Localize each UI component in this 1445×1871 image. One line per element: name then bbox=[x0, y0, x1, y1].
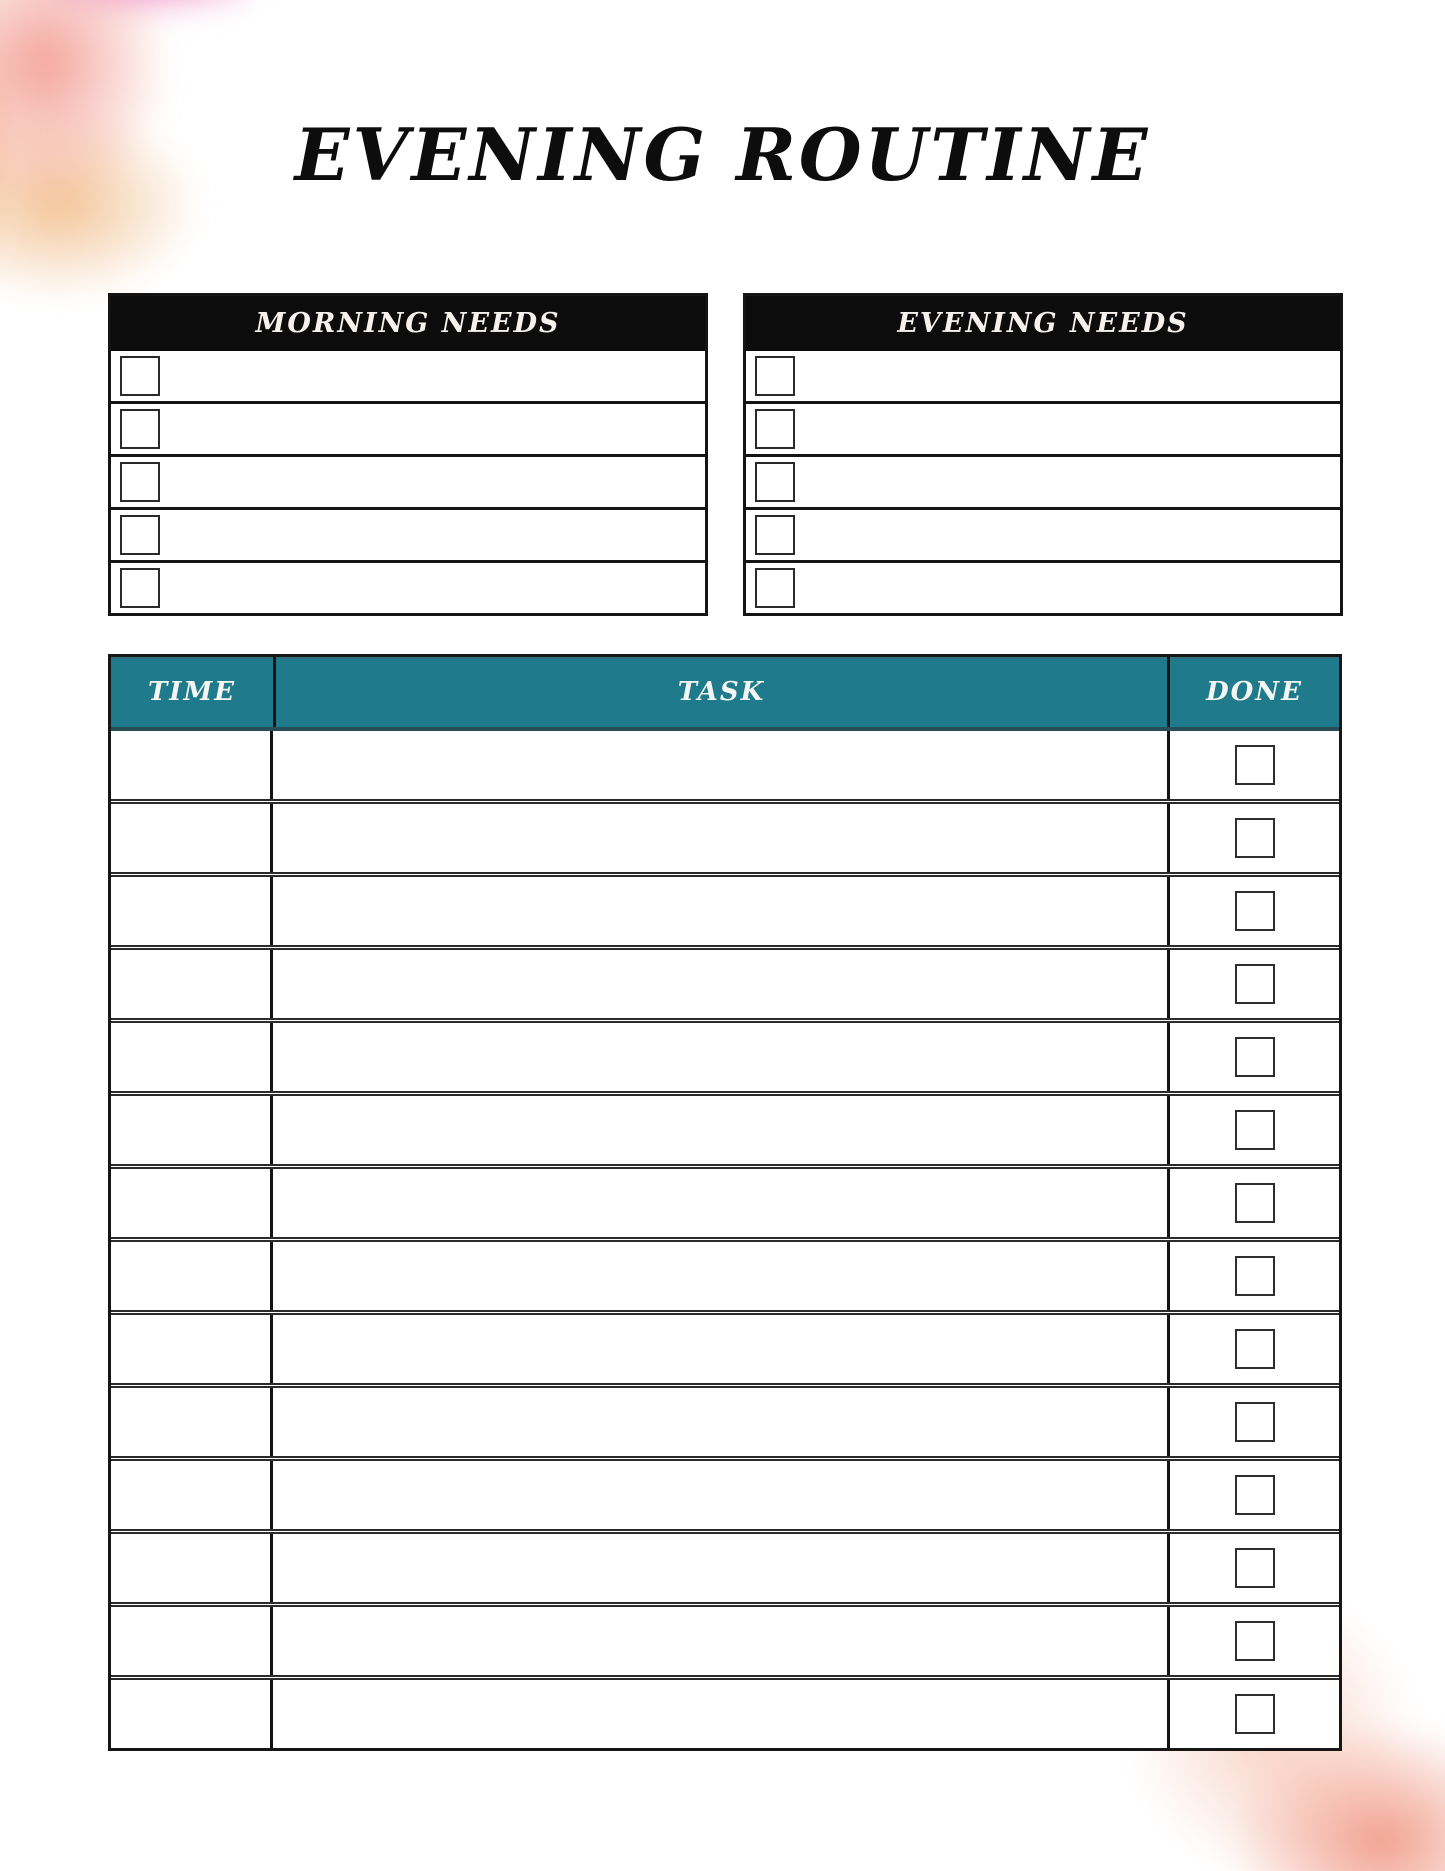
checkbox[interactable] bbox=[120, 409, 160, 449]
done-cell bbox=[1170, 804, 1339, 872]
checkbox[interactable] bbox=[1235, 964, 1275, 1004]
time-input-cell[interactable] bbox=[111, 1534, 273, 1602]
checkbox[interactable] bbox=[1235, 1548, 1275, 1588]
task-input-cell[interactable] bbox=[273, 731, 1170, 799]
needs-input-line[interactable] bbox=[111, 351, 705, 401]
done-cell bbox=[1170, 1315, 1339, 1383]
page-title: EVENING ROUTINE bbox=[294, 112, 1151, 197]
table-row bbox=[111, 799, 1339, 872]
needs-input-line[interactable] bbox=[746, 507, 1340, 560]
routine-table-body bbox=[111, 731, 1339, 1748]
column-header-task: TASK bbox=[276, 657, 1170, 727]
done-cell bbox=[1170, 1388, 1339, 1456]
checkbox[interactable] bbox=[1235, 745, 1275, 785]
checkbox[interactable] bbox=[1235, 818, 1275, 858]
checkbox[interactable] bbox=[1235, 1621, 1275, 1661]
task-input-cell[interactable] bbox=[273, 1680, 1170, 1748]
time-input-cell[interactable] bbox=[111, 1023, 273, 1091]
task-input-cell[interactable] bbox=[273, 1315, 1170, 1383]
done-cell bbox=[1170, 1169, 1339, 1237]
done-cell bbox=[1170, 1534, 1339, 1602]
routine-table-header bbox=[111, 657, 1339, 731]
table-row bbox=[111, 1018, 1339, 1091]
needs-input-line[interactable] bbox=[746, 560, 1340, 613]
table-row bbox=[111, 1164, 1339, 1237]
time-input-cell[interactable] bbox=[111, 1680, 273, 1748]
needs-input-line[interactable] bbox=[111, 454, 705, 507]
task-input-cell[interactable] bbox=[273, 877, 1170, 945]
time-input-cell[interactable] bbox=[111, 731, 273, 799]
evening-needs-rows bbox=[746, 351, 1340, 613]
checkbox[interactable] bbox=[1235, 1694, 1275, 1734]
task-input-cell[interactable] bbox=[273, 1461, 1170, 1529]
time-input-cell[interactable] bbox=[111, 1388, 273, 1456]
table-row bbox=[111, 1091, 1339, 1164]
done-cell bbox=[1170, 1242, 1339, 1310]
task-input-cell[interactable] bbox=[273, 1169, 1170, 1237]
done-cell bbox=[1170, 1607, 1339, 1675]
checkbox[interactable] bbox=[1235, 1256, 1275, 1296]
checkbox[interactable] bbox=[1235, 1475, 1275, 1515]
table-row bbox=[111, 1529, 1339, 1602]
task-input-cell[interactable] bbox=[273, 1607, 1170, 1675]
task-input-cell[interactable] bbox=[273, 1023, 1170, 1091]
checkbox[interactable] bbox=[755, 409, 795, 449]
table-row bbox=[111, 1237, 1339, 1310]
checkbox[interactable] bbox=[1235, 1329, 1275, 1369]
time-input-cell[interactable] bbox=[111, 950, 273, 1018]
task-input-cell[interactable] bbox=[273, 950, 1170, 1018]
needs-section bbox=[108, 293, 1343, 616]
checkbox[interactable] bbox=[755, 356, 795, 396]
time-input-cell[interactable] bbox=[111, 804, 273, 872]
time-input-cell[interactable] bbox=[111, 1096, 273, 1164]
checkbox[interactable] bbox=[120, 568, 160, 608]
task-input-cell[interactable] bbox=[273, 804, 1170, 872]
morning-needs-header: MORNING NEEDS bbox=[111, 296, 705, 351]
time-input-cell[interactable] bbox=[111, 1607, 273, 1675]
done-cell bbox=[1170, 1680, 1339, 1748]
done-cell bbox=[1170, 1023, 1339, 1091]
checkbox[interactable] bbox=[120, 462, 160, 502]
time-input-cell[interactable] bbox=[111, 1169, 273, 1237]
needs-input-line[interactable] bbox=[111, 401, 705, 454]
checkbox[interactable] bbox=[755, 515, 795, 555]
needs-input-line[interactable] bbox=[746, 454, 1340, 507]
checkbox[interactable] bbox=[1235, 891, 1275, 931]
needs-input-line[interactable] bbox=[111, 560, 705, 613]
table-row bbox=[111, 1456, 1339, 1529]
needs-input-line[interactable] bbox=[746, 351, 1340, 401]
evening-needs-header: EVENING NEEDS bbox=[746, 296, 1340, 351]
checkbox[interactable] bbox=[755, 462, 795, 502]
checkbox[interactable] bbox=[1235, 1037, 1275, 1077]
task-input-cell[interactable] bbox=[273, 1242, 1170, 1310]
morning-needs-box bbox=[108, 293, 708, 616]
checkbox[interactable] bbox=[120, 515, 160, 555]
evening-needs-box bbox=[743, 293, 1343, 616]
checkbox[interactable] bbox=[120, 356, 160, 396]
table-row bbox=[111, 1602, 1339, 1675]
morning-needs-rows bbox=[111, 351, 705, 613]
needs-input-line[interactable] bbox=[111, 507, 705, 560]
checkbox[interactable] bbox=[755, 568, 795, 608]
time-input-cell[interactable] bbox=[111, 1461, 273, 1529]
task-input-cell[interactable] bbox=[273, 1534, 1170, 1602]
table-row bbox=[111, 1383, 1339, 1456]
needs-input-line[interactable] bbox=[746, 401, 1340, 454]
time-input-cell[interactable] bbox=[111, 1315, 273, 1383]
done-cell bbox=[1170, 950, 1339, 1018]
done-cell bbox=[1170, 877, 1339, 945]
table-row bbox=[111, 945, 1339, 1018]
column-header-time: TIME bbox=[111, 657, 276, 727]
task-input-cell[interactable] bbox=[273, 1096, 1170, 1164]
table-row bbox=[111, 1675, 1339, 1748]
done-cell bbox=[1170, 1461, 1339, 1529]
checkbox[interactable] bbox=[1235, 1402, 1275, 1442]
checkbox[interactable] bbox=[1235, 1110, 1275, 1150]
time-input-cell[interactable] bbox=[111, 877, 273, 945]
table-row bbox=[111, 731, 1339, 799]
task-input-cell[interactable] bbox=[273, 1388, 1170, 1456]
column-header-done: DONE bbox=[1206, 677, 1303, 707]
routine-table bbox=[108, 654, 1342, 1751]
time-input-cell[interactable] bbox=[111, 1242, 273, 1310]
table-row bbox=[111, 1310, 1339, 1383]
done-cell bbox=[1170, 731, 1339, 799]
checkbox[interactable] bbox=[1235, 1183, 1275, 1223]
table-row bbox=[111, 872, 1339, 945]
done-cell bbox=[1170, 1096, 1339, 1164]
